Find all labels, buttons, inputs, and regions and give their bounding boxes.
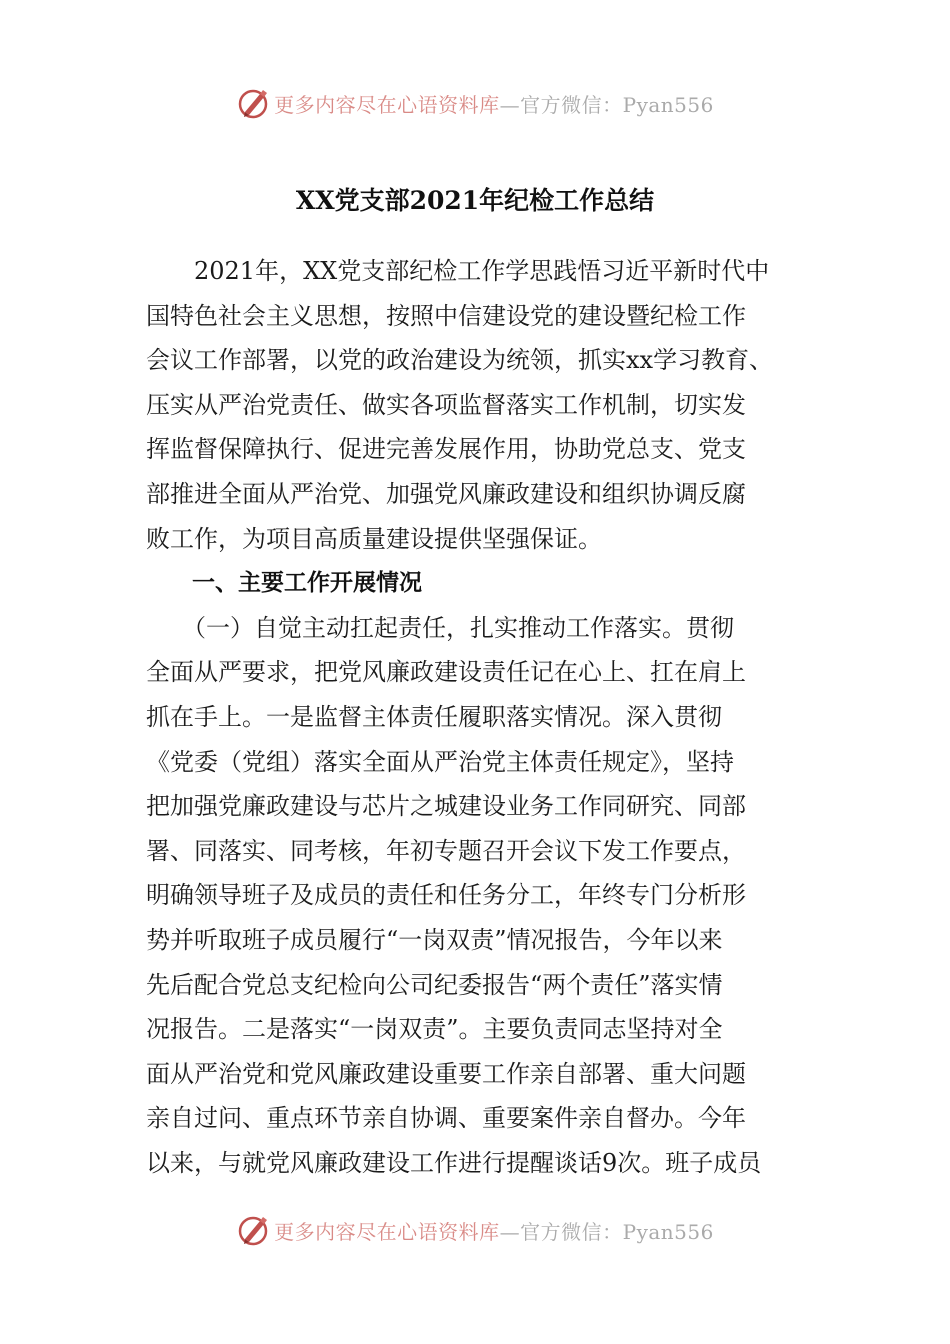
- body-line: （一）自觉主动扛起责任，扎实推动工作落实。贯彻: [146, 613, 734, 642]
- body-line: 2021年，XX党支部纪检工作学思践悟习近平新时代中: [146, 257, 770, 285]
- body-line: 以来，与就党风廉政建设工作进行提醒谈话9次。班子成员: [146, 1149, 762, 1177]
- body-line: 部推进全面从严治党、加强党风廉政建设和组织协调反腐: [146, 480, 746, 508]
- banner-library-name: 更多内容尽在心语资料库: [274, 1219, 500, 1244]
- banner-dash: —: [499, 1219, 521, 1244]
- body-line: 面从严治党和党风廉政建设重要工作亲自部署、重大问题: [146, 1059, 746, 1088]
- banner-wechat-label: 官方微信：: [520, 92, 623, 117]
- section-heading: 一、主要工作开展情况: [146, 570, 422, 597]
- banner-dash: —: [499, 92, 521, 117]
- body-line: 明确领导班子及成员的责任和任务分工，年终专门分析形: [146, 881, 746, 910]
- body-line: 压实从严治党责任、做实各项监督落实工作机制，切实发: [146, 390, 746, 419]
- banner-wechat-id: Pyan556: [622, 1219, 714, 1244]
- body-line: 先后配合党总支纪检向公司纪委报告“两个责任”落实情: [146, 970, 723, 999]
- banner-text: [274, 1216, 714, 1245]
- body-line: 败工作，为项目高质量建设提供坚强保证。: [146, 524, 602, 553]
- footer-banner: [0, 1210, 950, 1250]
- body-line: 亲自过问、重点环节亲自协调、重要案件亲自督办。今年: [146, 1104, 746, 1133]
- banner-wechat-id: Pyan556: [622, 92, 714, 117]
- body-line: 抓在手上。一是监督主体责任履职落实情况。深入贯彻: [146, 703, 722, 731]
- pen-logo-icon: [236, 86, 270, 120]
- body-line: 把加强党廉政建设与芯片之城建设业务工作同研究、同部: [146, 792, 746, 821]
- banner-library-name: 更多内容尽在心语资料库: [274, 92, 500, 117]
- body-line: 全面从严要求，把党风廉政建设责任记在心上、扛在肩上: [146, 658, 746, 687]
- body-line: 势并听取班子成员履行“一岗双责”情况报告，今年以来: [146, 926, 723, 954]
- body-line: 国特色社会主义思想，按照中信建设党的建设暨纪检工作: [146, 301, 746, 330]
- body-line: 挥监督保障执行、促进完善发展作用，协助党总支、党支: [146, 435, 746, 464]
- document-title: XX党支部2021年纪检工作总结: [295, 186, 655, 215]
- header-banner: [0, 83, 950, 123]
- body-line: 署、同落实、同考核，年初专题召开会议下发工作要点，: [146, 836, 746, 865]
- body-line: 会议工作部署，以党的政治建设为统领，抓实xx学习教育、: [146, 346, 774, 375]
- body-line: 《党委（党组）落实全面从严治党主体责任规定》，坚持: [146, 747, 734, 776]
- banner-text: [274, 89, 714, 118]
- pen-logo-icon: [236, 1213, 270, 1247]
- banner-wechat-label: 官方微信：: [520, 1219, 623, 1244]
- body-line: 况报告。二是落实“一岗双责”。主要负责同志坚持对全: [146, 1015, 723, 1044]
